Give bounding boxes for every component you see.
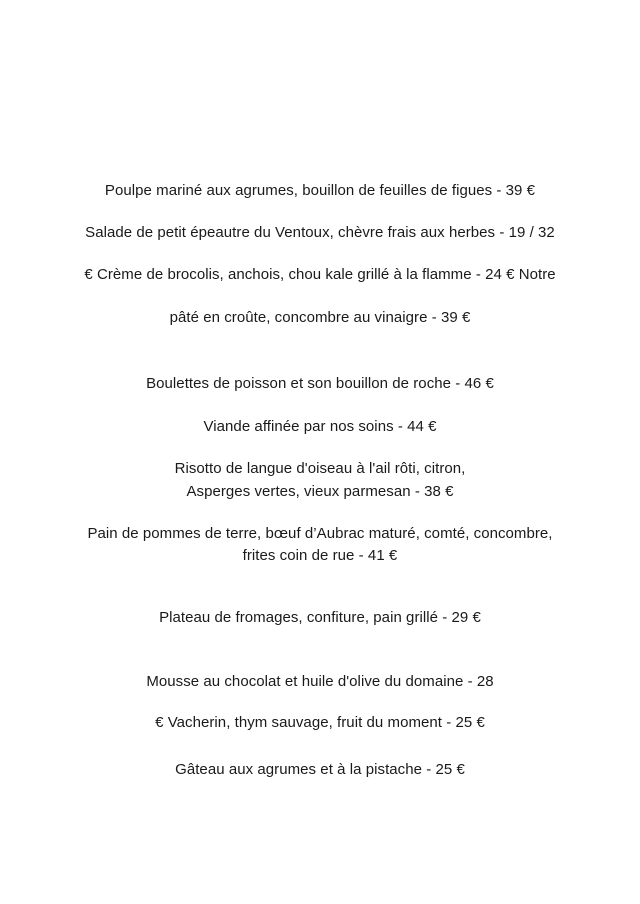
menu-line-boulettes: Boulettes de poisson et son bouillon de roche - 46 € [146,375,494,392]
menu-line-creme-brocolis: € Crème de brocolis, anchois, chou kale grillé à la flamme - 24 € Notre [84,266,556,283]
menu-line-viande: Viande affinée par nos soins - 44 € [203,418,437,435]
menu-line-frites: frites coin de rue - 41 € [242,547,398,564]
menu-line-asperges: Asperges vertes, vieux parmesan - 38 € [186,483,454,500]
menu-line-salade: Salade de petit épeautre du Ventoux, chèvre frais aux herbes - 19 / 32 [85,224,555,241]
menu-line-fromages: Plateau de fromages, confiture, pain grillé - 29 € [159,609,481,626]
menu-line-risotto: Risotto de langue d'oiseau à l'ail rôti, citron, [174,460,466,477]
menu-line-mousse: Mousse au chocolat et huile d'olive du domaine - 28 [146,673,494,690]
menu-line-pain-pommes: Pain de pommes de terre, bœuf d’Aubrac maturé, comté, concombre, [87,525,553,542]
menu-line-vacherin: € Vacherin, thym sauvage, fruit du moment - 25 € [155,714,485,731]
menu-line-gateau: Gâteau aux agrumes et à la pistache - 25 € [175,761,465,778]
menu-line-poulpe: Poulpe mariné aux agrumes, bouillon de feuilles de figues - 39 € [104,182,536,199]
menu-line-pate-croute: pâté en croûte, concombre au vinaigre - 39 € [169,309,471,326]
